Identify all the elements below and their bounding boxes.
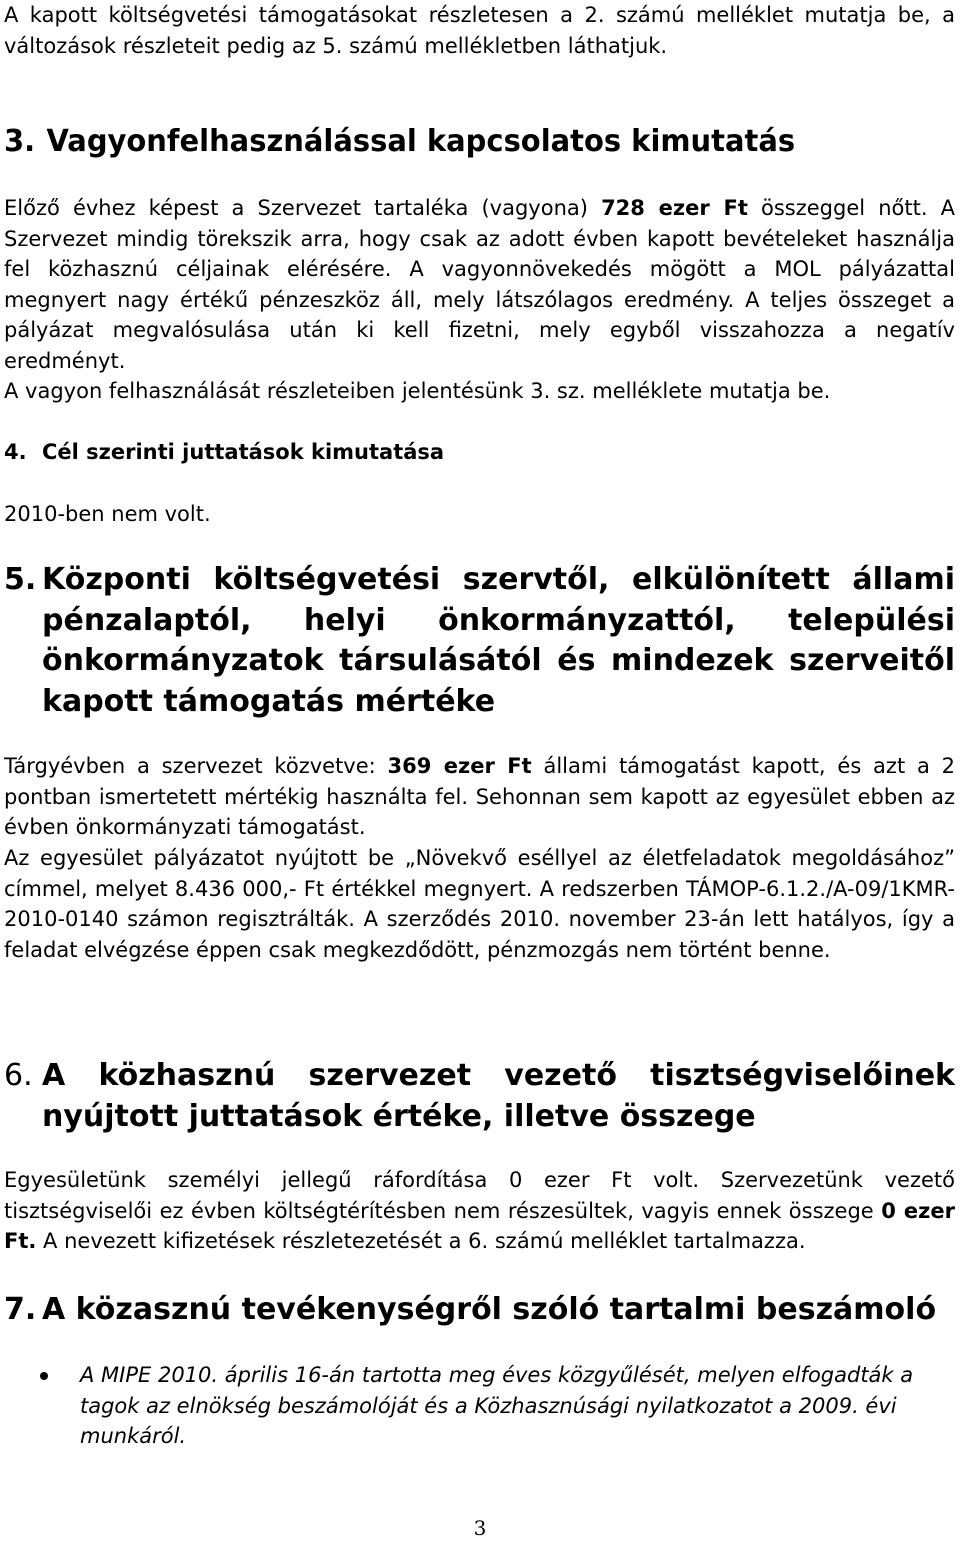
section-3-text-2: A vagyon felhasználását részleteiben jelentésünk 3. sz. melléklete mutatja be. — [4, 379, 831, 403]
section-6-heading — [4, 1056, 955, 1137]
section-7-heading — [4, 1290, 955, 1331]
bullet-icon — [40, 1372, 48, 1380]
section-5-amount: 369 ezer Ft — [387, 754, 532, 778]
section-7-title: A közasznú tevékenységről szóló tartalmi beszámoló — [42, 1292, 937, 1327]
intro-paragraph — [4, 0, 955, 61]
section-4-text: 2010-ben nem volt. — [4, 502, 211, 526]
section-5-title: Központi költségvetési szervtől, elkülönített állami pénzalaptól, helyi önkormányzattól, települési önkormányzatok társulásától és mindezek szerveitől kapott támogatás mértéke — [42, 562, 955, 719]
section-6-paragraph — [4, 1165, 955, 1257]
section-3-text-end: összeggel nőtt. A Szervezet mindig törekszik arra, hogy csak az adott évben kapott bevételeket használja fel közhasznú céljainak elérésére. A vagyonnövekedés mögött a MOL pályázattal megnyert nagy értékű pénzeszköz áll, mely látszólagos eredmény. A teljes összeget a pályázat megvalósulása után ki kell fizetni, mely egyből visszahozza a negatív eredményt. — [4, 196, 955, 373]
section-5-heading — [4, 560, 955, 722]
section-5-number: 5. — [4, 562, 37, 597]
section-6-number: 6. — [4, 1058, 33, 1093]
section-3-amount: 728 ezer Ft — [601, 196, 748, 220]
section-4-number: 4. — [4, 440, 27, 464]
section-3-paragraph — [4, 193, 955, 376]
list-item-text: A MIPE 2010. április 16-án tartotta meg éves közgyűlését, melyen elfogadták a tagok az elnökség beszámolóját és a Közhasznúsági nyilatkozatot a 2009. évi munkáról. — [80, 1363, 914, 1448]
section-3-number: 3. — [4, 124, 36, 159]
section-4-paragraph — [4, 499, 955, 530]
section-5-paragraph — [4, 751, 955, 843]
section-3-heading — [4, 124, 795, 160]
intro-text: A kapott költségvetési támogatásokat részletesen a 2. számú melléklet mutatja be, a változások részleteit pedig az 5. számú mellékletben láthatjuk. — [4, 3, 955, 58]
section-6-text-start: Egyesületünk személyi jellegű ráfordítása 0 ezer Ft volt. Szervezetünk vezető tisztségviselői ez évben költségtérítésben nem részesültek, vagyis ennek összege — [4, 1168, 955, 1223]
section-5-text-2: Az egyesület pályázatot nyújtott be „Növekvő eséllyel az életfeladatok megoldásához” címmel, melyet 8.436 000,- Ft értékkel megnyert. A redszerben TÁMOP-6.1.2./A-09/1KMR-2010-0140 számon regisztrálták. A szerződés 2010. november 23-án lett hatályos, így a feladat elvégzése éppen csak megkezdődött, pénzmozgás nem történt benne. — [4, 846, 955, 962]
section-3-title: Vagyonfelhasználással kapcsolatos kimutatás — [46, 124, 796, 159]
section-3-text-start: Előző évhez képest a Szervezet tartaléka (vagyona) — [4, 196, 602, 220]
section-4-heading — [4, 437, 444, 467]
list-item — [80, 1360, 955, 1452]
section-5-text-end: állami támogatást kapott, és azt a 2 pontban ismertetett mértékig használta fel. Sehonnan sem kapott az egyesület ebben az évben önkormányzati támogatást. — [4, 754, 955, 839]
section-7-list — [0, 1360, 960, 1452]
page-number: 3 — [473, 1516, 487, 1540]
section-5-text-start: Tárgyévben a szervezet közvetve: — [4, 754, 388, 778]
section-6-title: A közhasznú szervezet vezető tisztségviselőinek nyújtott juttatások értéke, illetve összege — [42, 1058, 955, 1134]
section-3-paragraph-2 — [4, 376, 955, 407]
section-6-amount: 0 ezer Ft. — [4, 1198, 955, 1253]
section-6-text-end: A nevezett kifizetések részletezetését a 6. számú melléklet tartalmazza. — [36, 1229, 806, 1253]
section-7-number: 7. — [4, 1292, 37, 1327]
section-4-title: Cél szerinti juttatások kimutatása — [42, 440, 445, 464]
section-5-paragraph-2 — [4, 843, 955, 965]
